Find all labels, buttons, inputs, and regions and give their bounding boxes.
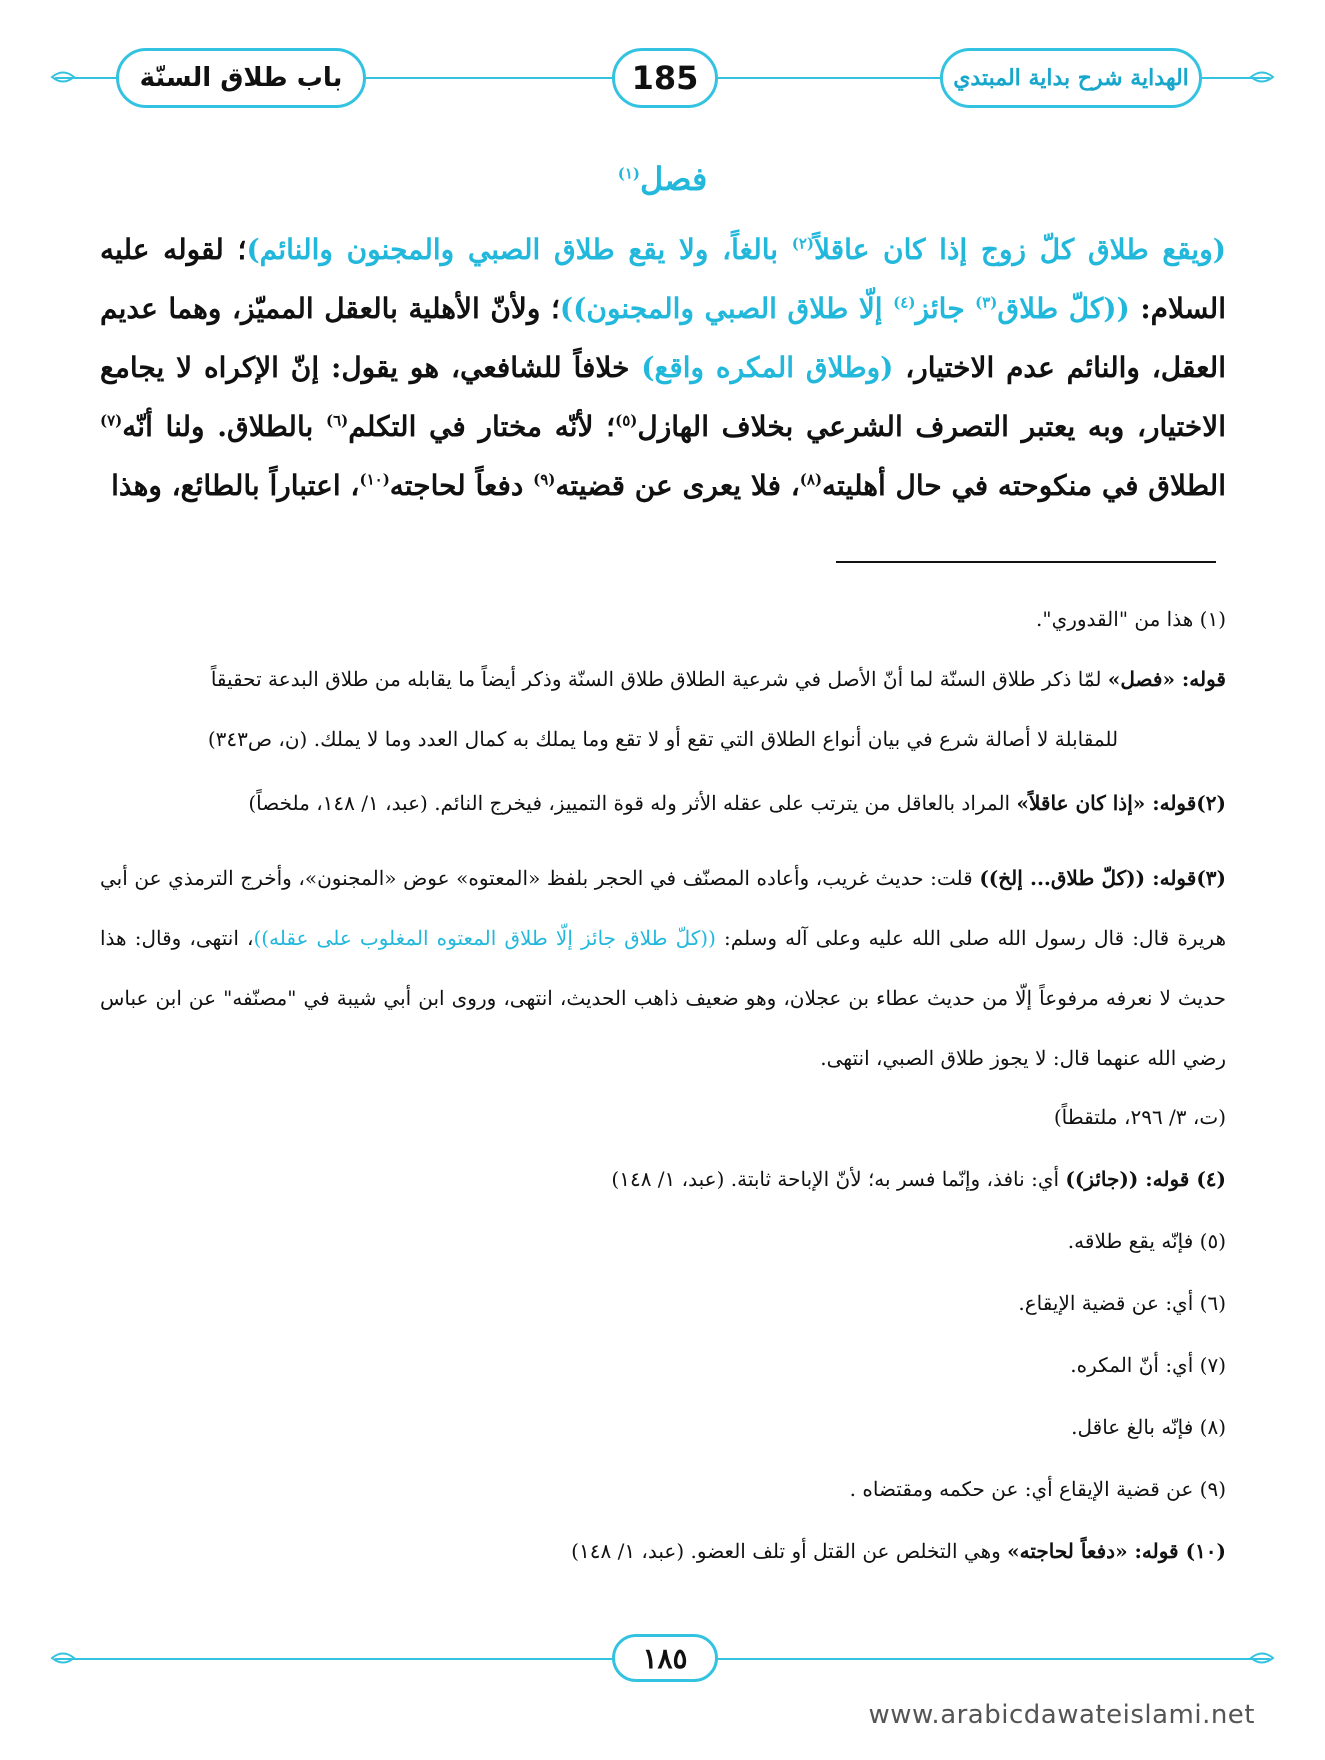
fn-label: (٣)قوله: ((كلّ طلاق... إلخ)) <box>979 866 1226 890</box>
section-title-text: فصل <box>640 160 708 198</box>
text-seg: (ويقع طلاق كلّ زوج إذا كان عاقلاً <box>814 233 1226 266</box>
footnote-5: (٥) فإنّه يقع طلاقه. <box>1067 1229 1226 1253</box>
ornament-right-icon <box>1249 68 1275 86</box>
ref: (٣) <box>975 293 998 312</box>
text-seg: ((كلّ طلاق <box>997 292 1130 325</box>
fn-text: المراد بالعاقل من يترتب على عقله الأثر وله قوة التمييز، فيخرج النائم. (عبد، ١/ ١٤٨، ملخصاً) <box>248 791 1017 815</box>
page-number-footer: ١٨٥ <box>612 1634 718 1682</box>
text-seg: ؛ لقوله عليه السلام: <box>100 233 1226 325</box>
text-seg: الطلاق في منكوحته في حال أهليته <box>822 469 1226 502</box>
footnote-divider <box>836 561 1216 563</box>
text-seg: ، اعتباراً بالطائع، وهذا <box>111 469 360 502</box>
footnote-9: (٩) عن قضية الإيقاع أي: عن حكمه ومقتضاه . <box>849 1477 1226 1501</box>
ref: (٤) <box>893 293 916 312</box>
ref: (٩) <box>533 470 556 489</box>
chapter-title: باب طلاق السنّة <box>116 48 366 108</box>
text-seg: بالطلاق. ولنا أنّه <box>122 410 326 443</box>
footnote-2 <box>100 788 1226 818</box>
text-seg: (وطلاق المكره واقع) <box>641 351 894 384</box>
footnote-10 <box>100 1536 1226 1566</box>
footnote-3-source: (ت، ٣/ ٢٩٦، ملتقطاً) <box>1053 1105 1226 1129</box>
ornament-left-icon <box>50 68 76 86</box>
section-title <box>0 160 1325 198</box>
text-seg: ؛ لأنّه مختار في التكلم <box>348 410 616 443</box>
ornament-left-icon <box>50 1649 76 1667</box>
fn-text: لمّا ذكر طلاق السنّة لما أنّ الأصل في شرعية الطلاق طلاق السنّة وذكر أيضاً ما يقابله من طلاق البدعة تحقيقاً <box>210 667 1108 691</box>
fn-text: وهي التخلص عن القتل أو تلف العضو. (عبد، ١/ ١٤٨) <box>571 1539 1008 1563</box>
footnote-1-comment <box>100 664 1226 694</box>
fn-hadith: ((كلّ طلاق جائز إلّا طلاق المعتوه المغلوب على عقله)) <box>253 926 716 950</box>
book-title: الهداية شرح بداية المبتدي <box>940 48 1202 108</box>
text-seg: ؛ ولأنّ الأهلية بالعقل المميّز، وهما عديم العقل، والنائم عدم الاختيار، <box>100 292 1226 384</box>
fn-label: قوله: «فصل» <box>1107 667 1226 691</box>
page-number-header: 185 <box>612 48 718 108</box>
text-seg: خلافاً للشافعي، هو يقول: إنّ الإكراه لا يجامع الاختيار، وبه يعتبر التصرف الشرعي بخلاف الهازل <box>100 351 1226 443</box>
main-paragraph <box>100 220 1226 515</box>
ornament-right-icon <box>1249 1649 1275 1667</box>
fn-label: (٤) قوله: ((جائز)) <box>1065 1167 1226 1191</box>
website-link[interactable]: www.arabicdawateislami.net <box>868 1700 1255 1730</box>
ref: (١٠) <box>359 470 390 489</box>
footnote-3 <box>100 848 1226 1088</box>
fn-text: أي: نافذ، وإنّما فسر به؛ لأنّ الإباحة ثابتة. (عبد، ١/ ١٤٨) <box>611 1167 1066 1191</box>
text-seg: إلّا طلاق الصبي والمجنون)) <box>559 292 894 325</box>
footnote-4 <box>100 1164 1226 1194</box>
fn-label: (٢)قوله: «إذا كان عاقلاً» <box>1016 791 1226 815</box>
text-seg: ، فلا يعرى عن قضيته <box>555 469 800 502</box>
text-seg: جائز <box>915 292 976 325</box>
ref: (٢) <box>791 234 815 253</box>
footnote-7: (٧) أي: أنّ المكره. <box>1070 1353 1226 1377</box>
footnote-8: (٨) فإنّه بالغ عاقل. <box>1071 1415 1226 1439</box>
text-seg: دفعاً لحاجته <box>389 469 534 502</box>
ref: (٧) <box>100 411 123 430</box>
text-seg: بالغاً، ولا يقع طلاق الصبي والمجنون والنائم) <box>246 233 792 266</box>
ref: (٥) <box>615 411 638 430</box>
footnote-1-continued: للمقابلة لا أصالة شرع في بيان أنواع الطلاق التي تقع أو لا تقع وما يملك به كمال العدد وما لا يملك. (ن، ص٣٤٣) <box>207 727 1119 751</box>
ref: (٨) <box>799 470 823 489</box>
fn-text: قلت: حديث غريب، وأعاده المصنّف في الحجر بلفظ «المعتوه» عوض «المجنون»، وأخرج الترمذي عن أبي هريرة قال: قال رسول الله صلى الله عليه وعلى آله وسلم: <box>100 866 1226 950</box>
fn-text: ، انتهى، وقال: هذا حديث لا نعرفه مرفوعاً إلّا من حديث عطاء بن عجلان، وهو ضعيف ذاهب الحديث، انتهى، وروى ابن أبي شيبة في "مصنّفه" عن ابن عباس رضي الله عنهما قال: لا يجوز طلاق الصبي، انتهى. <box>100 926 1226 1070</box>
section-title-ref: (١) <box>617 164 640 183</box>
footnote-1: (١) هذا من "القدوري". <box>1036 607 1226 631</box>
fn-label: (١٠) قوله: «دفعاً لحاجته» <box>1007 1539 1226 1563</box>
footnote-6: (٦) أي: عن قضية الإيقاع. <box>1018 1291 1226 1315</box>
ref: (٦) <box>325 411 349 430</box>
